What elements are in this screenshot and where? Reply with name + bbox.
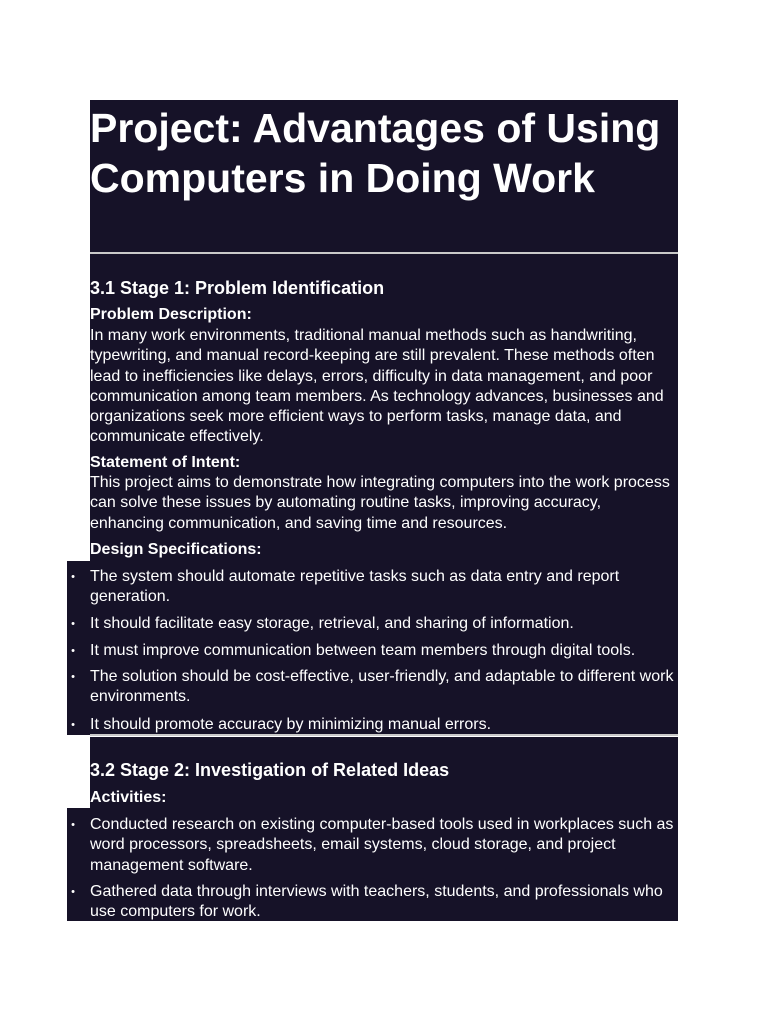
- list-item-text: Conducted research on existing computer-based tools used in workplaces such as word processors, spreadsheets, email systems, cloud storage, and project management software.: [90, 816, 674, 874]
- design-specifications-label: Design Specifications:: [90, 541, 262, 558]
- list-item: [71, 882, 678, 923]
- list-item: [71, 567, 678, 608]
- statement-of-intent-text: This project aims to demonstrate how integrating computers into the work process can solve these issues by automating routine tasks, improving accuracy, enhancing communication, and saving time and resources.: [90, 474, 670, 532]
- stage1-heading: 3.1 Stage 1: Problem Identification: [90, 278, 385, 298]
- bullet-icon: •: [71, 819, 75, 831]
- bullet-icon: •: [71, 719, 75, 731]
- page-title: Project: Advantages of Using Computers in Doing Work: [90, 105, 661, 201]
- stage1-section: [71, 254, 678, 735]
- list-item-text: Gathered data through interviews with teachers, students, and professionals who use computers for work.: [90, 883, 663, 921]
- list-item: [71, 667, 678, 708]
- bullet-icon: •: [71, 645, 75, 657]
- bullet-icon: •: [71, 571, 75, 583]
- stage2-heading: 3.2 Stage 2: Investigation of Related Ideas: [90, 760, 450, 780]
- activities-label: Activities:: [90, 789, 167, 806]
- bullet-icon: •: [71, 671, 75, 683]
- list-item: [71, 641, 678, 661]
- list-item-text: It should facilitate easy storage, retrieval, and sharing of information.: [90, 615, 574, 632]
- list-item: [71, 715, 678, 735]
- title-block: [90, 100, 678, 252]
- stage1-divider: [90, 734, 678, 736]
- list-item-text: It should promote accuracy by minimizing manual errors.: [90, 716, 492, 733]
- stage2-section: [71, 737, 678, 921]
- list-item-text: It must improve communication between team members through digital tools.: [90, 642, 636, 659]
- list-item: [71, 815, 678, 876]
- statement-of-intent-label: Statement of Intent:: [90, 454, 241, 471]
- list-item-text: The system should automate repetitive tasks such as data entry and report generation.: [90, 568, 620, 606]
- bullet-icon: •: [71, 618, 75, 630]
- list-item-text: The solution should be cost-effective, user-friendly, and adaptable to different work environments.: [90, 668, 674, 706]
- problem-description-text: In many work environments, traditional manual methods such as handwriting, typewriting, and manual record-keeping are still prevalent. These methods often lead to inefficiencies like delays, errors, difficulty in data management, and poor communication among team members. As technology advances, businesses and organizations seek more efficient ways to perform tasks, manage data, and communicate effectively.: [90, 327, 664, 446]
- bullet-icon: •: [71, 886, 75, 898]
- problem-description-label: Problem Description:: [90, 306, 252, 323]
- list-item: [71, 614, 678, 634]
